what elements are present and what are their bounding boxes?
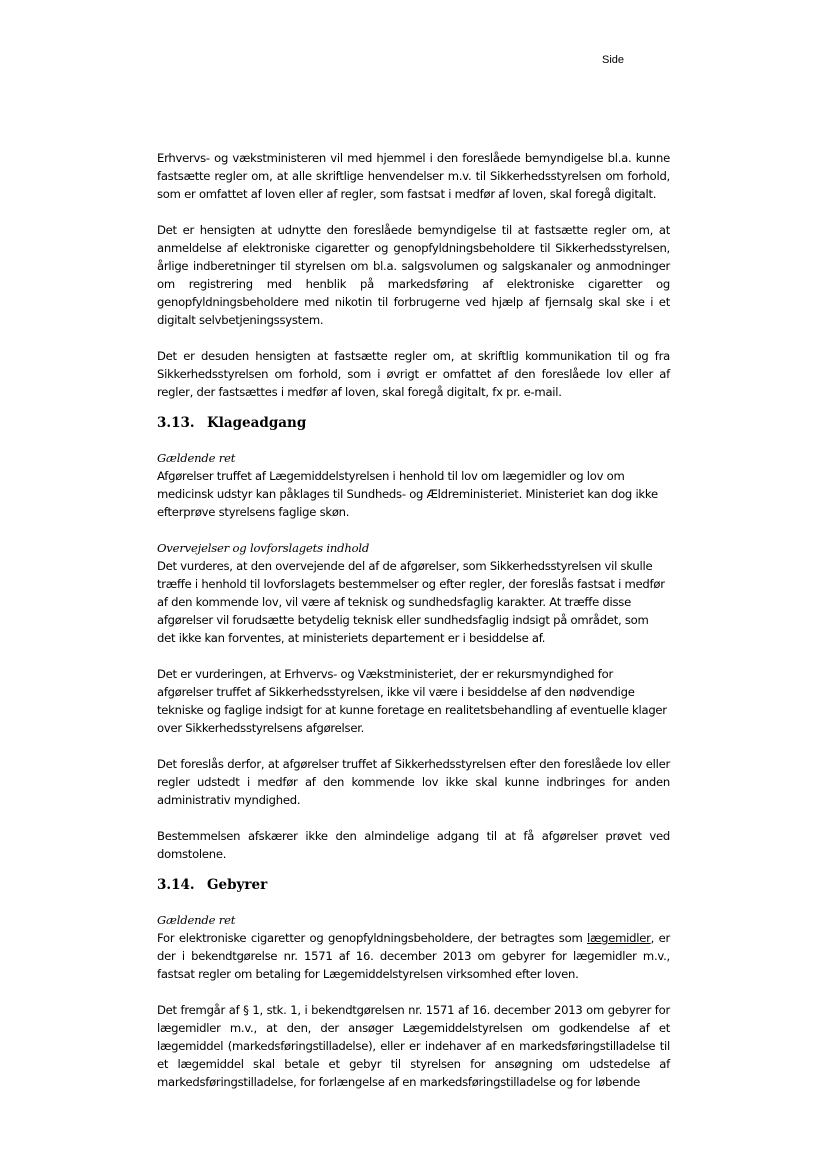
subheading: Gældende ret	[157, 913, 236, 927]
section-number: 3.13.	[157, 415, 195, 431]
section-number: 3.14.	[157, 877, 195, 893]
subheading: Overvejelser og lovforslagets indhold	[157, 541, 370, 555]
page-header-label: Side	[602, 54, 625, 66]
section-heading-3-13	[157, 414, 670, 432]
paragraph: Det fremgår af § 1, stk. 1, i bekendtgørelsen nr. 1571 af 16. december 2013 om gebyrer for lægemidler m.v., at den, der ansøger Lægemiddelstyrelsen om godkendelse af et lægemiddel (markedsføringstilladelse), eller er indehaver af en markedsføringstilladelse til et lægemiddel skal betale et gebyr til styrelsen for ansøgning om udstedelse af markedsføringstilladelse, for forlængelse af en markedsføringstilladelse og for løbende	[157, 1003, 670, 1089]
document-body	[157, 149, 670, 1091]
paragraph: Afgørelser truffet af Lægemiddelstyrelsen i henhold til lov om lægemidler og lov om medicinsk udstyr kan påklages til Sundheds- og Ældreministeriet. Ministeriet kan dog ikke efterprøve styrelsens faglige skøn.	[157, 469, 658, 519]
paragraph: Bestemmelsen afskærer ikke den almindelige adgang til at få afgørelser prøvet ved domstolene.	[157, 829, 670, 861]
paragraph: Det vurderes, at den overvejende del af de afgørelser, som Sikkerhedsstyrelsen vil skulle træffe i henhold til lovforslagets bestemmelser og efter regler, der foreslås fastsat i medfør af den kommende lov, vil være af teknisk og sundhedsfaglig karakter. At træffe disse afgørelser vil forudsætte betydelig teknisk eller sundhedsfaglig indsigt på området, som det ikke kan forventes, at ministeriets departement er i besiddelse af.	[157, 559, 665, 645]
paragraph	[157, 929, 670, 983]
subheading: Gældende ret	[157, 451, 236, 465]
section-title: Gebyrer	[207, 877, 268, 893]
paragraph-text: For elektroniske cigaretter og genopfyldningsbeholdere, der betragtes som	[157, 931, 588, 945]
underlined-term: lægemidler	[587, 931, 651, 945]
paragraph-text: , er der i bekendtgørelse nr. 1571 af 16. december 2013 om gebyrer for lægemidler m.v., fastsat regler om betaling for Lægemiddelstyrelsen virksomhed efter loven.	[157, 931, 670, 981]
paragraph: Erhvervs- og vækstministeren vil med hjemmel i den foreslåede bemyndigelse bl.a. kunne fastsætte regler om, at alle skriftlige henvendelser m.v. til Sikkerhedsstyrelsen om forhold, som er omfattet af loven eller af regler, som fastsat i medfør af loven, skal foregå digitalt.	[157, 151, 670, 201]
paragraph: Det foreslås derfor, at afgørelser truffet af Sikkerhedsstyrelsen efter den foreslåede lov eller regler udstedt i medfør af den kommende lov ikke skal kunne indbringes for anden administrativ myndighed.	[157, 757, 670, 807]
paragraph: Det er desuden hensigten at fastsætte regler om, at skriftlig kommunikation til og fra Sikkerhedsstyrelsen om forhold, som i øvrigt er omfattet af den foreslåede lov eller af regler, der fastsættes i medfør af loven, skal foregå digitalt, fx pr. e-mail.	[157, 349, 670, 399]
section-heading-3-14	[157, 876, 670, 894]
paragraph: Det er vurderingen, at Erhvervs- og Vækstministeriet, der er rekursmyndighed for afgørelser truffet af Sikkerhedsstyrelsen, ikke vil være i besiddelse af den nødvendige tekniske og faglige indsigt for at kunne foretage en realitetsbehandling af eventuelle klager over Sikkerhedsstyrelsens afgørelser.	[157, 667, 667, 735]
section-title: Klageadgang	[207, 415, 307, 431]
paragraph: Det er hensigten at udnytte den foreslåede bemyndigelse til at fastsætte regler om, at anmeldelse af elektroniske cigaretter og genopfyldningsbeholdere til Sikkerhedsstyrelsen, årlige indberetninger til styrelsen om bl.a. salgsvolumen og salgskanaler og anmodninger om registrering med henblik på markedsføring af elektroniske cigaretter og genopfyldningsbeholdere med nikotin til forbrugerne ved hjælp af fjernsalg skal ske i et digitalt selvbetjeningssystem.	[157, 223, 670, 327]
